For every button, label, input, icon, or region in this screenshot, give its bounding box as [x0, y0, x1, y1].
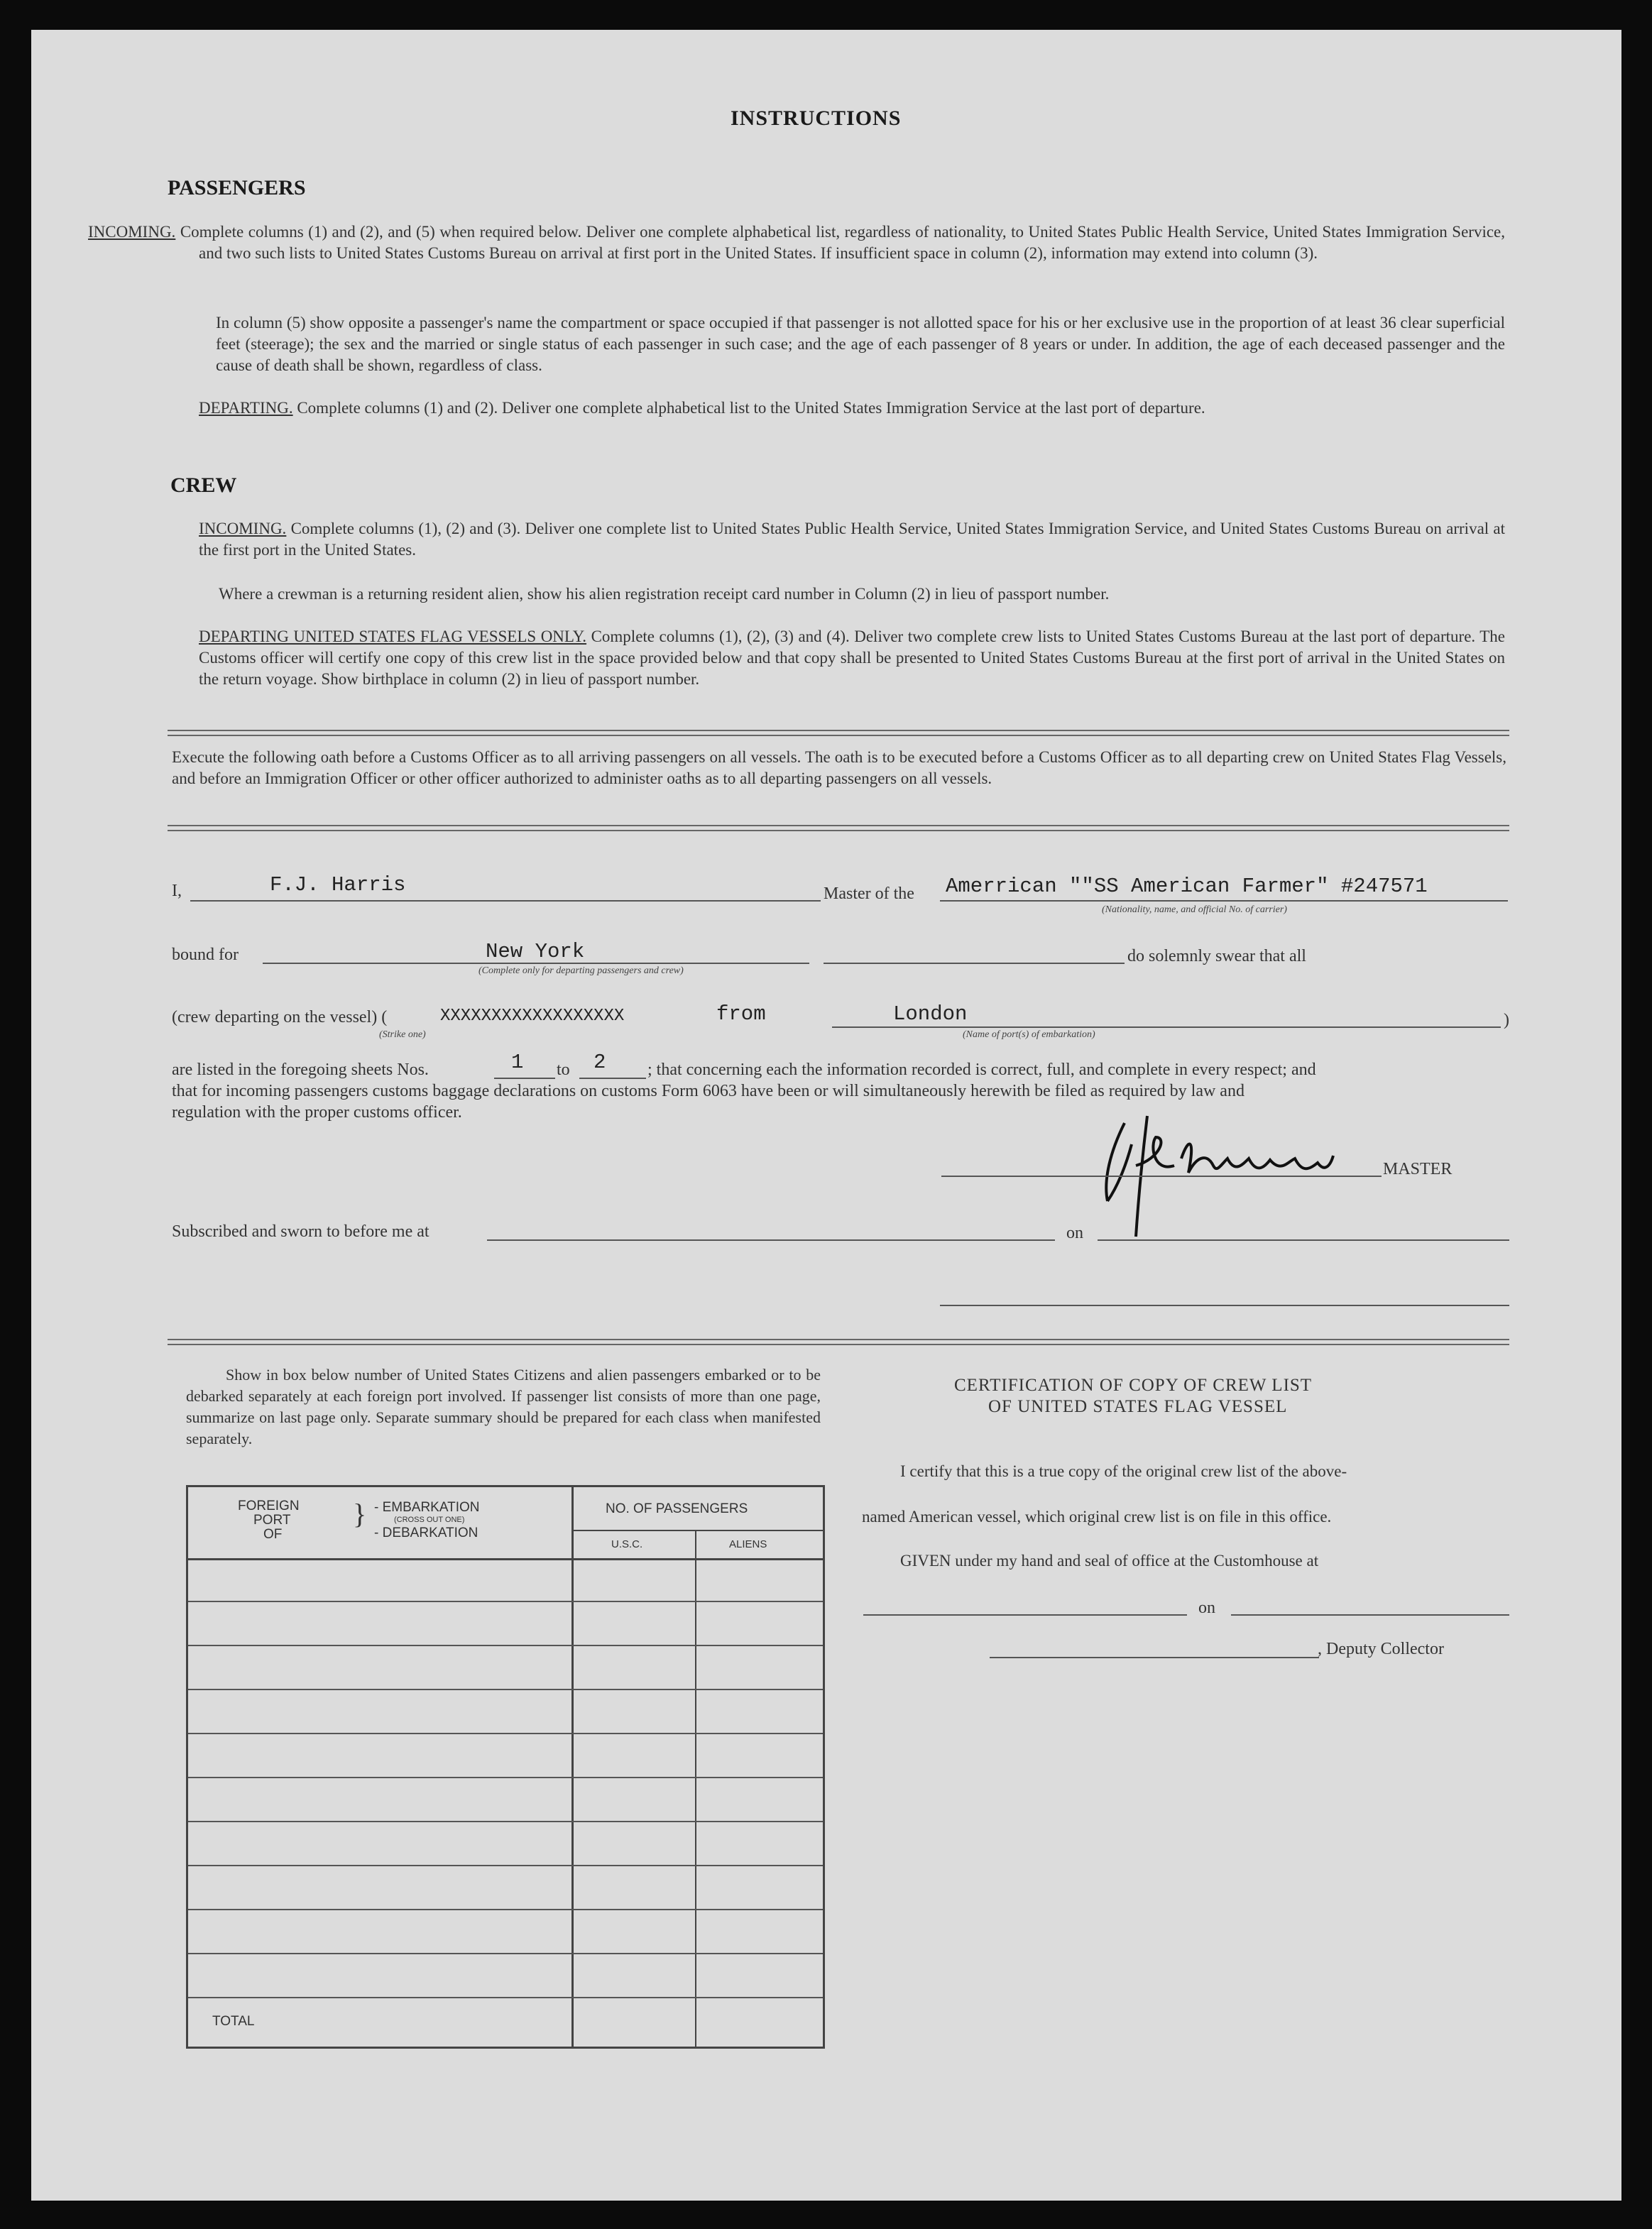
to-label: to	[557, 1061, 570, 1079]
bound-for-caption: (Complete only for departing passengers and crew)	[478, 965, 684, 976]
form-page	[31, 30, 1621, 2201]
certification-on-label: on	[1198, 1599, 1215, 1617]
cross-out-label: (CROSS OUT ONE)	[394, 1516, 465, 1524]
col-of-label: OF	[263, 1527, 283, 1542]
listed-line-2: that for incoming passengers customs baggage declarations on customs Form 6063 have been or will simultaneously herewith be filed as required by law and	[172, 1082, 1245, 1100]
certification-line-3: GIVEN under my hand and seal of office at the Customhouse at	[900, 1552, 1319, 1570]
listed-rest: ; that concerning each the information recorded is correct, full, and complete in every respect; and	[647, 1061, 1316, 1079]
subscribed-on-label: on	[1066, 1224, 1083, 1242]
instructions-title: INSTRUCTIONS	[731, 106, 902, 130]
total-label: TOTAL	[212, 2014, 255, 2029]
swear-label: do solemnly swear that all	[1127, 947, 1306, 965]
deputy-collector-label: , Deputy Collector	[1318, 1640, 1444, 1658]
sheet-from-line	[494, 1078, 555, 1079]
debarkation-label: - DEBARKATION	[374, 1526, 478, 1540]
crew-departing-vessel-label: (crew departing on the vessel) (	[172, 1008, 388, 1026]
aliens-header: ALIENS	[729, 1538, 767, 1550]
officer-signature-line	[940, 1305, 1509, 1306]
strike-value: XXXXXXXXXXXXXXXXXX	[440, 1007, 625, 1026]
sheet-to-line	[579, 1078, 646, 1079]
passengers-departing-label: DEPARTING.	[199, 399, 293, 417]
crew-crewman-paragraph: Where a crewman is a returning resident alien, show his alien registration receipt card number in Column (2) in lieu of passport number.	[219, 585, 1110, 603]
master-name-line	[190, 900, 821, 902]
master-name-value: F.J. Harris	[270, 873, 406, 897]
strike-caption: (Strike one)	[379, 1029, 426, 1040]
customhouse-date-line	[1231, 1614, 1509, 1616]
embarkation-label: - EMBARKATION	[374, 1500, 480, 1515]
passengers-count-header: NO. OF PASSENGERS	[606, 1501, 748, 1516]
col-port-label: PORT	[253, 1513, 291, 1528]
col-foreign-label: FOREIGN	[238, 1499, 300, 1513]
embarkation-line	[832, 1026, 1501, 1028]
passengers-departing-paragraph	[199, 398, 1505, 419]
passengers-heading: PASSENGERS	[168, 176, 306, 199]
vessel-line	[940, 900, 1508, 902]
passengers-incoming-paragraph	[88, 221, 1506, 264]
section-divider	[168, 1339, 1509, 1345]
subscribed-date-line	[1098, 1239, 1509, 1241]
vessel-value: Amerrican ""SS American Farmer" #247571	[946, 875, 1428, 898]
bound-for-line-2	[824, 963, 1125, 964]
deputy-collector-line	[990, 1657, 1319, 1658]
certification-line-1: I certify that this is a true copy of the original crew list of the above-	[900, 1462, 1347, 1480]
crew-heading: CREW	[170, 473, 237, 497]
section-divider	[168, 730, 1509, 736]
crew-incoming-text: Complete columns (1), (2) and (3). Deliver one complete list to United States Public Health Service, United States Immigration Service, and United States Customs Bureau on arrival at the first port in the United States.	[199, 520, 1506, 559]
master-signature-line	[941, 1176, 1382, 1177]
passengers-column5-paragraph: In column (5) show opposite a passenger's name the compartment or space occupied if that passenger is not allotted space for his or her exclusive use in the proportion of at least 36 clear superficial feet (steerage); the sex and the married or single status of each passenger in such case; and the age of each passenger of 8 years or under. In addition, the age of each deceased passenger and the cause of death shall be shown, regardless of class.	[216, 314, 1505, 374]
crew-departing-paragraph	[199, 626, 1505, 690]
embarkation-caption: (Name of port(s) of embarkation)	[963, 1029, 1095, 1040]
passengers-incoming-label: INCOMING.	[88, 223, 176, 241]
from-value: from	[716, 1002, 766, 1026]
vessel-caption: (Nationality, name, and official No. of carrier)	[1102, 904, 1287, 915]
certification-title-1: CERTIFICATION OF COPY OF CREW LIST	[954, 1376, 1313, 1395]
section-divider	[168, 825, 1509, 831]
listed-label: are listed in the foregoing sheets Nos.	[172, 1061, 429, 1079]
brace-icon: }	[353, 1498, 367, 1530]
sheet-from-value: 1	[511, 1051, 524, 1074]
passenger-summary-table	[186, 1485, 825, 2049]
sheet-to-value: 2	[593, 1051, 606, 1074]
embarkation-value: London	[893, 1002, 968, 1026]
certification-line-2: named American vessel, which original crew list is on file in this office.	[862, 1508, 1332, 1526]
listed-line-3: regulation with the proper customs officer.	[172, 1103, 462, 1122]
usc-header: U.S.C.	[611, 1538, 643, 1550]
summary-note: Show in box below number of United States Citizens and alien passengers embarked or to be debarked separately at each foreign port involved. If passenger list consists of more than one page, summarize on last page only. Separate summary should be prepared for each class when manifested separately.	[186, 1366, 821, 1447]
bound-for-value: New York	[486, 940, 585, 963]
passengers-departing-text: Complete columns (1) and (2). Deliver one complete alphabetical list to the United States Immigration Service at the last port of departure.	[297, 399, 1205, 417]
certification-title-2: OF UNITED STATES FLAG VESSEL	[988, 1397, 1288, 1416]
crew-incoming-paragraph	[199, 518, 1505, 561]
crew-incoming-label: INCOMING.	[199, 520, 287, 537]
subscribed-place-line	[487, 1239, 1055, 1241]
subscribed-label: Subscribed and sworn to before me at	[172, 1222, 430, 1241]
customhouse-place-line	[863, 1614, 1187, 1616]
crew-departing-label: DEPARTING UNITED STATES FLAG VESSELS ONLY.	[199, 628, 587, 645]
passengers-incoming-text: Complete columns (1) and (2), and (5) when required below. Deliver one complete alphabetical list, regardless of nationality, to United States Public Health Service, United States Immigration Service, and two such lists to United States Customs Bureau on arrival at first port in the United States. If insufficient space in column (2), information may extend into column (3).	[180, 223, 1506, 262]
crew-departing-text: Complete columns (1), (2), (3) and (4). Deliver two complete crew lists to United States Customs Bureau at the last port of departure. The Customs officer will certify one copy of this crew list in the space provided below and that copy shall be presented to United States Customs Bureau at the first port of arrival in the United States on the return voyage. Show birthplace in column (2) in lieu of passport number.	[199, 628, 1506, 688]
master-label: MASTER	[1383, 1160, 1453, 1178]
execute-oath-paragraph: Execute the following oath before a Customs Officer as to all arriving passengers on all vessels. The oath is to be executed before a Customs Officer as to all departing crew on United States Flag Vessels, and before an Immigration Officer or other officer authorized to administer oaths as to all departing passengers on all vessels.	[172, 748, 1506, 787]
master-of-label: Master of the	[824, 885, 914, 903]
close-paren: )	[1504, 1011, 1509, 1029]
bound-for-label: bound for	[172, 946, 239, 964]
oath-i-label: I,	[172, 882, 182, 900]
